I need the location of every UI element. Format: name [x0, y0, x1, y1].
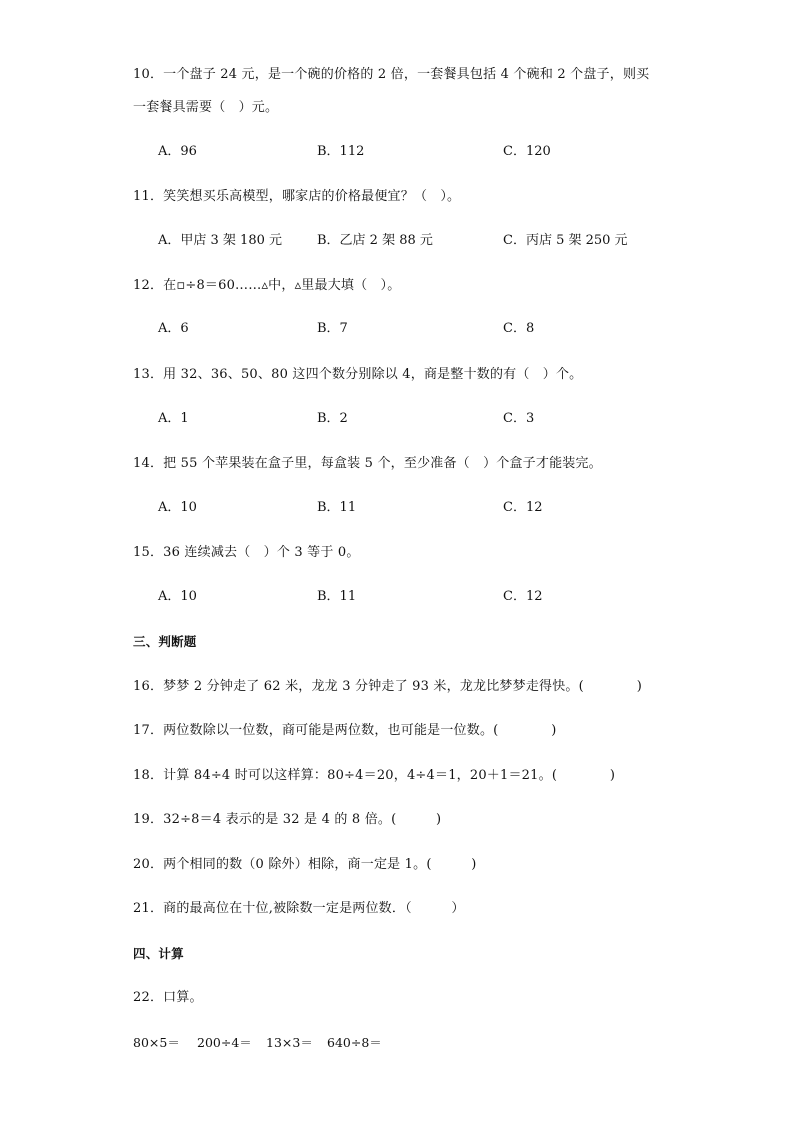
q14-option-b: B．11: [317, 500, 357, 515]
q11-option-c: C．丙店 5 架 250 元: [503, 233, 628, 248]
q12-option-c: C．8: [503, 321, 535, 336]
section-3-heading: 三、判断题: [133, 634, 197, 649]
calc-item-3: 13×3＝: [266, 1035, 313, 1050]
q13-option-c: C．3: [503, 411, 535, 426]
question-10-line-1: 10．一个盘子 24 元，是一个碗的价格的 2 倍，一套餐具包括 4 个碗和 2 个盘子，则买: [133, 67, 650, 82]
question-11: 11．笑笑想买乐高模型，哪家店的价格最便宜？（ ）。: [133, 189, 461, 204]
calc-item-1: 80×5＝: [133, 1035, 180, 1050]
q12-option-a: A．6: [158, 321, 189, 336]
q14-option-c: C．12: [503, 500, 543, 515]
q10-option-c: C．120: [503, 144, 551, 159]
section-4-heading: 四、计算: [133, 946, 184, 961]
calc-item-4: 640÷8＝: [327, 1035, 382, 1050]
q10-option-b: B．112: [317, 144, 365, 159]
calc-item-2: 200÷4＝: [197, 1035, 252, 1050]
q11-option-a: A．甲店 3 架 180 元: [158, 233, 283, 248]
question-10-line-2: 一套餐具需要（ ）元。: [133, 100, 279, 115]
question-13: 13．用 32、36、50、80 这四个数分别除以 4，商是整十数的有（ ）个。: [133, 367, 583, 382]
q13-option-b: B．2: [317, 411, 348, 426]
question-20: 20．两个相同的数（0 除外）相除，商一定是 1。( ): [133, 857, 477, 872]
q13-option-a: A．1: [158, 411, 189, 426]
q12-option-b: B．7: [317, 321, 348, 336]
question-18: 18．计算 84÷4 时可以这样算：80÷4＝20，4÷4＝1，20＋1＝21。( ): [133, 768, 616, 783]
question-17: 17．两位数除以一位数，商可能是两位数，也可能是一位数。( ): [133, 723, 557, 738]
question-22-title: 22．口算。: [133, 990, 203, 1005]
q15-option-a: A．10: [158, 589, 197, 604]
q10-option-a: A．96: [158, 144, 197, 159]
question-19: 19．32÷8＝4 表示的是 32 是 4 的 8 倍。( ): [133, 812, 442, 827]
q15-option-b: B．11: [317, 589, 357, 604]
question-15: 15．36 连续减去（ ）个 3 等于 0。: [133, 545, 360, 560]
question-14: 14．把 55 个苹果装在盒子里，每盒装 5 个，至少准备（ ）个盒子才能装完。: [133, 456, 602, 471]
q11-option-b: B．乙店 2 架 88 元: [317, 233, 433, 248]
question-12: 12．在▫÷8＝60……▵中，▵里最大填（ ）。: [133, 278, 401, 293]
question-21: 21．商的最高位在十位,被除数一定是两位数．（ ）: [133, 901, 465, 916]
question-16: 16．梦梦 2 分钟走了 62 米，龙龙 3 分钟走了 93 米，龙龙比梦梦走得快。( ): [133, 679, 642, 694]
q14-option-a: A．10: [158, 500, 197, 515]
q15-option-c: C．12: [503, 589, 543, 604]
